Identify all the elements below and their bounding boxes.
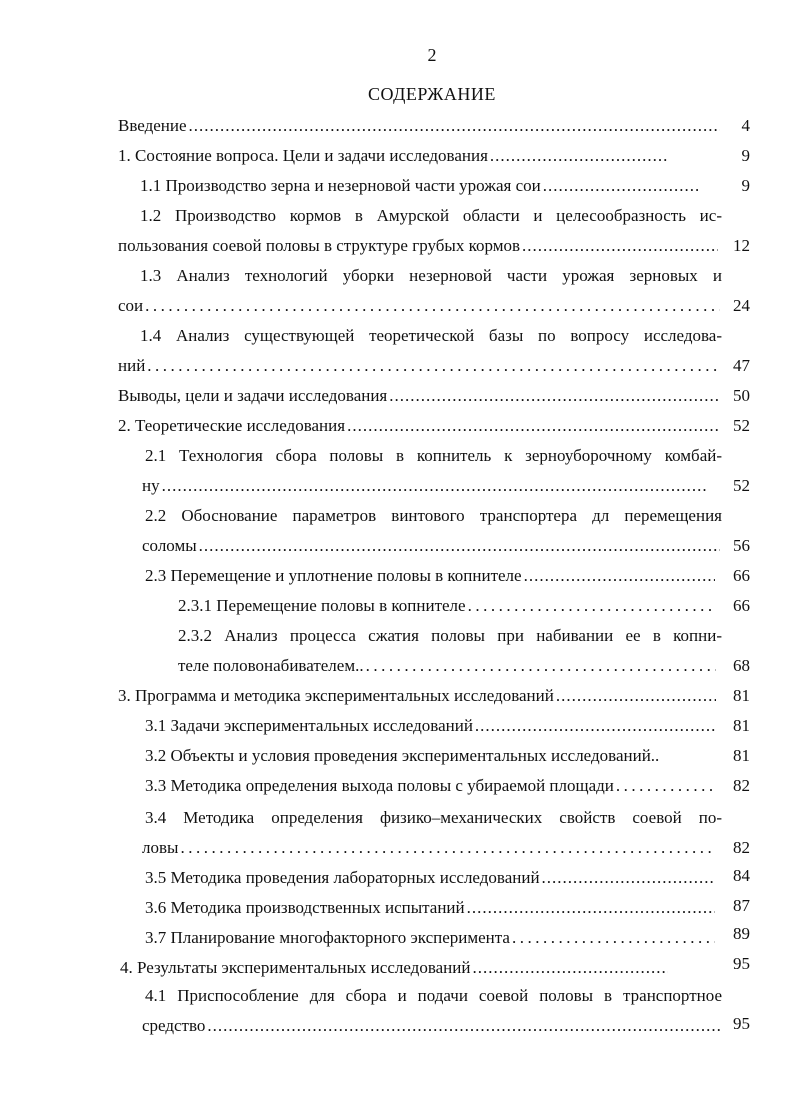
toc-page-number: 52 xyxy=(733,476,750,495)
dot-leader xyxy=(490,146,668,166)
toc-entry-2-3-1[interactable] xyxy=(178,596,718,616)
toc-page-number: 95 xyxy=(733,954,750,973)
toc-entry-conclusions[interactable] xyxy=(118,386,722,406)
toc-entry-label: 3.5 Методика проведения лабораторных исследований xyxy=(145,868,540,887)
toc-entry-label: 3.3 Методика определения выхода половы с убираемой площади xyxy=(145,776,614,795)
dot-leader xyxy=(145,296,720,316)
dot-leader xyxy=(199,536,720,556)
toc-entry-1-4-line2[interactable] xyxy=(118,356,722,376)
toc-page-number: 81 xyxy=(733,716,750,735)
toc-page-number: 66 xyxy=(733,596,750,615)
toc-entry-label: ну xyxy=(142,476,160,495)
toc-page-number: 50 xyxy=(733,386,750,405)
toc-entry-3-1[interactable] xyxy=(145,716,717,736)
toc-entry-3-7[interactable] xyxy=(145,928,717,948)
toc-entry-label: 3.2 Объекты и условия проведения экспериментальных исследований.. xyxy=(145,746,660,765)
toc-entry-2-2-line1[interactable]: 2.2 Обоснование параметров винтового транспортера дл перемещения xyxy=(145,506,722,525)
toc-entry-section-4[interactable] xyxy=(120,958,670,978)
toc-page-number: 81 xyxy=(733,686,750,705)
toc-entry-1-2-line2[interactable] xyxy=(118,236,720,256)
toc-entry-label: ний xyxy=(118,356,146,375)
toc-page-number: 4 xyxy=(741,116,750,135)
dot-leader xyxy=(162,476,708,496)
toc-entry-label: соломы xyxy=(142,536,197,555)
toc-entry-label: 3.6 Методика производственных испытаний xyxy=(145,898,465,917)
toc-entry-3-2[interactable] xyxy=(145,746,717,766)
page-title: СОДЕРЖАНИЕ xyxy=(368,84,496,104)
toc-entry-2-3-2-line2[interactable] xyxy=(178,656,718,676)
toc-entry-label: средство xyxy=(142,1016,206,1035)
toc-entry-label: 2.3 Перемещение и уплотнение половы в копнителе xyxy=(145,566,522,585)
toc-entry-4-1-line2[interactable] xyxy=(142,1016,722,1036)
dot-leader xyxy=(189,116,720,136)
toc-entry-label: ловы xyxy=(142,838,179,857)
dot-leader xyxy=(616,776,715,796)
toc-page-number: 66 xyxy=(733,566,750,585)
toc-page-number: 82 xyxy=(733,776,750,795)
toc-entry-label: теле половонабивателем.. xyxy=(178,656,364,675)
dot-leader xyxy=(475,716,715,736)
toc-entry-2-1-line2[interactable] xyxy=(142,476,710,496)
toc-entry-3-4-line2[interactable] xyxy=(142,838,718,858)
toc-entry-2-1-line1[interactable]: 2.1 Технология сбора половы в копнитель к зерноуборочному комбай- xyxy=(145,446,722,465)
toc-page-number: 82 xyxy=(733,838,750,857)
dot-leader xyxy=(472,958,668,978)
toc-entry-1-4-line1[interactable]: 1.4 Анализ существующей теоретической базы по вопросу исследова- xyxy=(140,326,722,345)
toc-entry-label: Введение xyxy=(118,116,187,135)
toc-entry-label: 2.3.1 Перемещение половы в копнителе xyxy=(178,596,466,615)
toc-entry-3-5[interactable] xyxy=(145,868,717,888)
toc-entry-label: 3. Программа и методика экспериментальных исследований xyxy=(118,686,554,705)
toc-entry-label: сои xyxy=(118,296,144,315)
toc-entry-label: Выводы, цели и задачи исследования xyxy=(118,386,388,405)
dot-leader xyxy=(542,868,715,888)
toc-page-number: 24 xyxy=(733,296,750,315)
dot-leader xyxy=(467,898,715,918)
dot-leader xyxy=(389,386,720,406)
dot-leader xyxy=(366,656,716,676)
toc-page-number: 68 xyxy=(733,656,750,675)
toc-page-number: 47 xyxy=(733,356,750,375)
toc-page-number: 52 xyxy=(733,416,750,435)
toc-page-number: 9 xyxy=(741,146,750,165)
toc-entry-intro[interactable] xyxy=(118,116,722,136)
toc-entry-section-3[interactable] xyxy=(118,686,718,706)
toc-entry-label: 3.1 Задачи экспериментальных исследований xyxy=(145,716,473,735)
dot-leader xyxy=(524,566,715,586)
toc-page-number: 89 xyxy=(733,924,750,943)
toc-entry-label: 2. Теоретические исследования xyxy=(118,416,346,435)
toc-entry-label: 1.1 Производство зерна и незерновой части урожая сои xyxy=(140,176,541,195)
toc-page-number: 81 xyxy=(733,746,750,765)
toc-entry-section-2[interactable] xyxy=(118,416,722,436)
toc-entry-label: 1. Состояние вопроса. Цели и задачи исследования xyxy=(118,146,488,165)
toc-page-number: 95 xyxy=(733,1014,750,1033)
toc-entry-1-1[interactable] xyxy=(140,176,700,196)
toc-entry-2-2-line2[interactable] xyxy=(142,536,722,556)
toc-page-number: 56 xyxy=(733,536,750,555)
toc-entry-1-2-line1[interactable]: 1.2 Производство кормов в Амурской области и целесообразность ис- xyxy=(140,206,722,225)
dot-leader xyxy=(207,1016,720,1036)
toc-entry-4-1-line1[interactable]: 4.1 Приспособление для сбора и подачи соевой половы в транспортное xyxy=(145,986,722,1005)
toc-entry-2-3-2-line1[interactable]: 2.3.2 Анализ процесса сжатия половы при набивании ее в копни- xyxy=(178,626,722,645)
toc-entry-1-3-line2[interactable] xyxy=(118,296,722,316)
toc-entry-label: пользования соевой половы в структуре грубых кормов xyxy=(118,236,520,255)
toc-page-number: 12 xyxy=(733,236,750,255)
dot-leader xyxy=(556,686,716,706)
toc-entry-section-1[interactable] xyxy=(118,146,670,166)
toc-entry-label: 4. Результаты экспериментальных исследований xyxy=(120,958,471,977)
toc-entry-label: 3.7 Планирование многофакторного эксперимента xyxy=(145,928,510,947)
toc-page-number: 9 xyxy=(741,176,750,195)
dot-leader xyxy=(512,928,715,948)
toc-entry-3-6[interactable] xyxy=(145,898,717,918)
dot-leader xyxy=(468,596,716,616)
toc-page-number: 87 xyxy=(733,896,750,915)
dot-leader xyxy=(543,176,698,196)
page-number: 2 xyxy=(427,45,437,65)
toc-page-number: 84 xyxy=(733,866,750,885)
dot-leader xyxy=(180,838,716,858)
dot-leader xyxy=(147,356,720,376)
toc-entry-2-3[interactable] xyxy=(145,566,717,586)
toc-entry-3-4-line1[interactable]: 3.4 Методика определения физико–механических свойств соевой по- xyxy=(145,808,722,827)
dot-leader xyxy=(522,236,718,256)
toc-entry-3-3[interactable] xyxy=(145,776,717,796)
toc-entry-1-3-line1[interactable]: 1.3 Анализ технологий уборки незерновой части урожая зерновых и xyxy=(140,266,722,285)
dot-leader xyxy=(347,416,720,436)
